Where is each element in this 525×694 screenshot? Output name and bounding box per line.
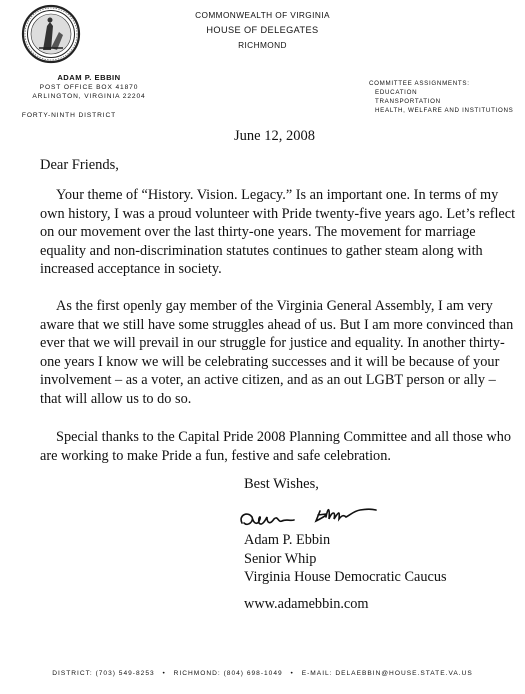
sender-district: FORTY-NINTH DISTRICT [21, 112, 117, 119]
paragraph-3: Special thanks to the Capital Pride 2008 Planning Committee and all those who are working to make Pride a fun, festive and safe celebration. [40, 429, 512, 464]
letterhead-line1: COMMONWEALTH OF VIRGINIA [195, 10, 330, 20]
signer-title: Senior Whip [244, 550, 317, 567]
sender-block [4, 73, 174, 120]
footer-district-phone: DISTRICT: (703) 549-8253 [52, 670, 155, 677]
footer-email[interactable]: E-MAIL: DELAEBBIN@HOUSE.STATE.VA.US [301, 670, 473, 677]
sender-address2: ARLINGTON, VIRGINIA 22204 [32, 93, 146, 100]
salutation: Dear Friends, [40, 157, 119, 173]
signer-name: Adam P. Ebbin [244, 532, 331, 548]
committee-item: HEALTH, WELFARE AND INSTITUTIONS [375, 107, 514, 114]
letterhead-line3: RICHMOND [238, 40, 287, 50]
paragraph-1: Your theme of “History. Vision. Legacy.” Is an important one. In terms of my own history, I was a proud volunteer with Pride twenty-five years ago. Let’s reflect on our movement over the last thirty-one years. The movement for marriage equality and non-discrimination statutes continues to gather steam along with increased acceptance in society. [40, 187, 516, 277]
committee-item: EDUCATION [375, 89, 418, 96]
footer-contact [0, 670, 525, 677]
committee-assignments [369, 79, 525, 115]
footer-richmond-phone: RICHMOND: (804) 698-1049 [173, 670, 283, 677]
website-link[interactable]: www.adamebbin.com [244, 596, 369, 612]
closing: Best Wishes, [244, 476, 319, 492]
sender-name: ADAM P. EBBIN [57, 73, 121, 82]
signer-org: Virginia House Democratic Caucus [244, 569, 447, 585]
signer-block [244, 531, 447, 587]
paragraph-2: As the first openly gay member of the Virginia General Assembly, I am very aware that we still have some struggles ahead of us. But I am more convinced than ever that we will prevail in our struggle for justice and equality. In another thirty-one years I know we will be celebrating successes and it will be because of your involvement – as a voter, an active citizen, and as an out LGBT person or ally – that will allow us to do so. [40, 298, 514, 407]
bullet-icon: • [290, 670, 294, 677]
committee-heading: COMMITTEE ASSIGNMENTS: [369, 80, 470, 87]
committee-item: TRANSPORTATION [375, 98, 441, 105]
virginia-state-seal-icon [21, 2, 81, 66]
letter-date: June 12, 2008 [234, 128, 315, 144]
sender-address1: POST OFFICE BOX 41870 [39, 84, 139, 91]
bullet-icon: • [162, 670, 166, 677]
letterhead-line2: HOUSE OF DELEGATES [206, 25, 319, 35]
letterhead [150, 8, 375, 53]
